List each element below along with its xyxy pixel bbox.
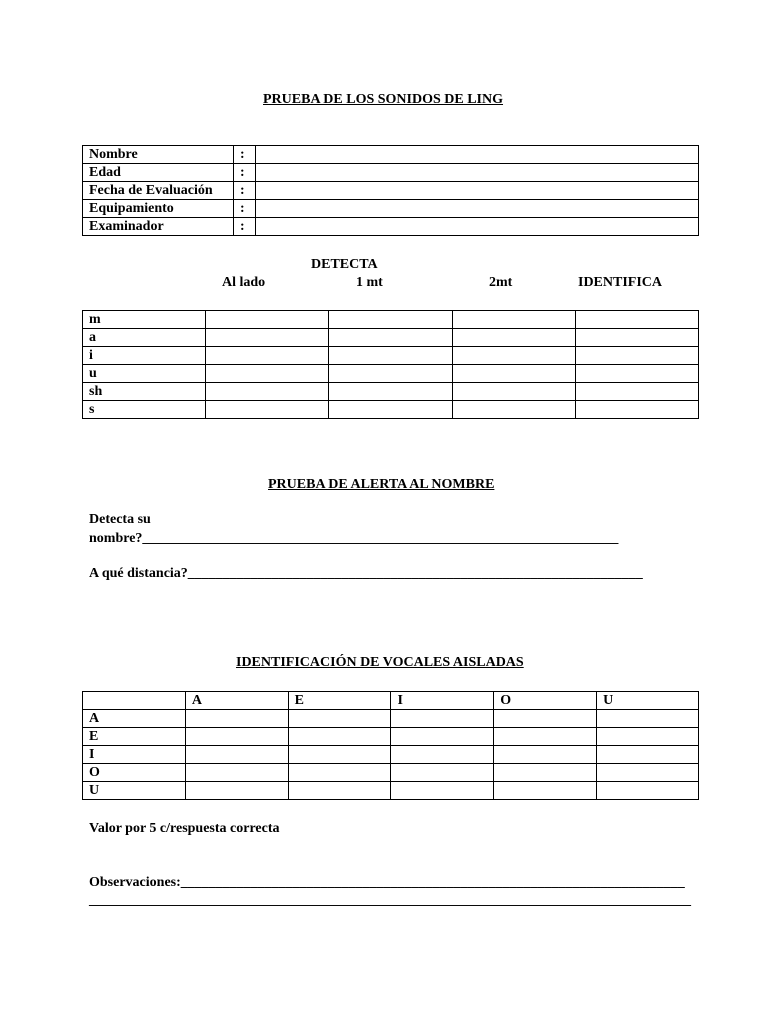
ling-row [83, 347, 699, 365]
vowel-row-label: A [83, 710, 186, 728]
info-row [83, 218, 699, 236]
vowel-response-cell[interactable] [185, 728, 288, 746]
detecta-heading: DETECTA [311, 257, 378, 272]
ling-response-cell[interactable] [329, 329, 452, 347]
vowel-response-cell[interactable] [391, 728, 494, 746]
ling-response-cell[interactable] [329, 365, 452, 383]
info-separator: : [234, 182, 256, 200]
col-header-1mt: 1 mt [356, 275, 383, 290]
vowel-column-header: O [494, 692, 597, 710]
info-value-field[interactable] [256, 164, 699, 182]
vowel-response-cell[interactable] [391, 710, 494, 728]
vowel-response-cell[interactable] [288, 746, 391, 764]
ling-response-cell[interactable] [206, 347, 329, 365]
vowel-row [83, 782, 699, 800]
ling-response-cell[interactable] [329, 383, 452, 401]
vowel-identification-title: IDENTIFICACIÓN DE VOCALES AISLADAS [236, 655, 524, 670]
info-row [83, 164, 699, 182]
info-row [83, 146, 699, 164]
observations-line2: ______________________________________________________________________________________ [89, 893, 691, 908]
vowel-table [82, 691, 699, 800]
vowel-response-cell[interactable] [288, 728, 391, 746]
ling-response-cell[interactable] [575, 401, 698, 419]
ling-response-cell[interactable] [452, 401, 575, 419]
ling-sound-label: sh [83, 383, 206, 401]
detect-name-question-line2: nombre?____________________________________________________________________ [89, 531, 619, 546]
ling-sound-label: u [83, 365, 206, 383]
vowel-response-cell[interactable] [494, 746, 597, 764]
ling-response-cell[interactable] [206, 401, 329, 419]
vowel-row [83, 728, 699, 746]
ling-response-cell[interactable] [575, 311, 698, 329]
ling-response-cell[interactable] [329, 347, 452, 365]
vowel-response-cell[interactable] [597, 746, 699, 764]
ling-response-cell[interactable] [452, 365, 575, 383]
distance-question: A qué distancia?_________________________________________________________________ [89, 566, 643, 581]
vowel-response-cell[interactable] [391, 764, 494, 782]
info-value-field[interactable] [256, 146, 699, 164]
ling-response-cell[interactable] [575, 347, 698, 365]
ling-sound-label: m [83, 311, 206, 329]
vowel-row-label: I [83, 746, 186, 764]
vowel-row-label: O [83, 764, 186, 782]
vowel-response-cell[interactable] [391, 782, 494, 800]
vowel-response-cell[interactable] [185, 782, 288, 800]
ling-response-cell[interactable] [206, 329, 329, 347]
vowel-response-cell[interactable] [494, 728, 597, 746]
vowel-response-cell[interactable] [494, 710, 597, 728]
vowel-response-cell[interactable] [185, 710, 288, 728]
ling-response-cell[interactable] [452, 383, 575, 401]
vowel-response-cell[interactable] [597, 710, 699, 728]
ling-response-cell[interactable] [329, 311, 452, 329]
info-label: Equipamiento [83, 200, 234, 218]
vowel-response-cell[interactable] [185, 746, 288, 764]
ling-response-cell[interactable] [575, 383, 698, 401]
info-label: Edad [83, 164, 234, 182]
ling-row [83, 311, 699, 329]
ling-response-cell[interactable] [329, 401, 452, 419]
test-title: PRUEBA DE LOS SONIDOS DE LING [263, 92, 504, 107]
ling-sound-label: a [83, 329, 206, 347]
col-header-identifica: IDENTIFICA [578, 275, 663, 290]
vowel-response-cell[interactable] [391, 746, 494, 764]
vowel-column-header [83, 692, 186, 710]
ling-response-cell[interactable] [206, 311, 329, 329]
info-label: Fecha de Evaluación [83, 182, 234, 200]
info-label: Examinador [83, 218, 234, 236]
name-alert-title: PRUEBA DE ALERTA AL NOMBRE [268, 477, 495, 492]
vowel-column-header: I [391, 692, 494, 710]
vowel-response-cell[interactable] [494, 782, 597, 800]
vowel-response-cell[interactable] [494, 764, 597, 782]
ling-sound-label: i [83, 347, 206, 365]
col-header-al-lado: Al lado [222, 275, 266, 290]
info-separator: : [234, 200, 256, 218]
vowel-row-label: E [83, 728, 186, 746]
vowel-response-cell[interactable] [185, 764, 288, 782]
info-separator: : [234, 146, 256, 164]
detect-name-question-line1: Detecta su [89, 512, 151, 527]
scoring-note: Valor por 5 c/respuesta correcta [89, 821, 280, 836]
vowel-column-header: E [288, 692, 391, 710]
ling-response-cell[interactable] [452, 347, 575, 365]
vowel-response-cell[interactable] [597, 728, 699, 746]
ling-row [83, 329, 699, 347]
ling-response-cell[interactable] [206, 365, 329, 383]
ling-sound-label: s [83, 401, 206, 419]
col-header-2mt: 2mt [489, 275, 513, 290]
info-value-field[interactable] [256, 218, 699, 236]
info-value-field[interactable] [256, 200, 699, 218]
vowel-row [83, 710, 699, 728]
vowel-response-cell[interactable] [597, 764, 699, 782]
ling-row [83, 383, 699, 401]
info-row [83, 200, 699, 218]
ling-response-cell[interactable] [575, 365, 698, 383]
vowel-column-header: U [597, 692, 699, 710]
vowel-response-cell[interactable] [597, 782, 699, 800]
patient-info-table [82, 145, 699, 236]
vowel-row-label: U [83, 782, 186, 800]
ling-response-cell[interactable] [206, 383, 329, 401]
info-value-field[interactable] [256, 182, 699, 200]
ling-row [83, 401, 699, 419]
vowel-row [83, 746, 699, 764]
ling-response-cell[interactable] [575, 329, 698, 347]
info-row [83, 182, 699, 200]
observations-line1: Observaciones:________________________________________________________________________ [89, 875, 685, 890]
info-label: Nombre [83, 146, 234, 164]
vowel-column-header: A [185, 692, 288, 710]
vowel-response-cell[interactable] [288, 710, 391, 728]
ling-response-cell[interactable] [452, 311, 575, 329]
info-separator: : [234, 218, 256, 236]
ling-sounds-table [82, 310, 699, 419]
vowel-row [83, 764, 699, 782]
ling-row [83, 365, 699, 383]
ling-response-cell[interactable] [452, 329, 575, 347]
vowel-response-cell[interactable] [288, 764, 391, 782]
info-separator: : [234, 164, 256, 182]
vowel-response-cell[interactable] [288, 782, 391, 800]
vowel-header-row [83, 692, 699, 710]
